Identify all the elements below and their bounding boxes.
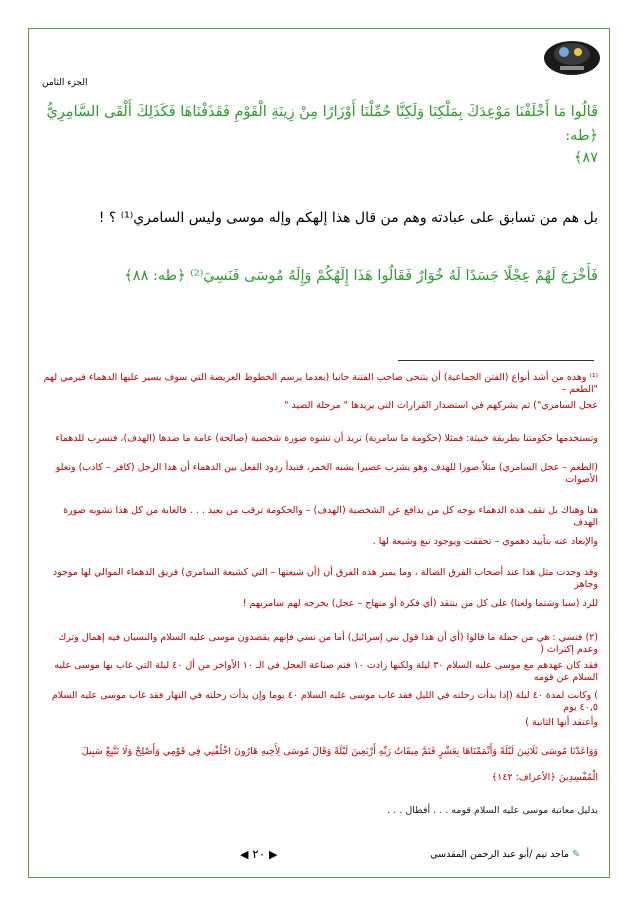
footnote-line: (٢) فنسي : هي من جملة ما قالوا (أي أن هذا قول بني إسرائيل) أما من نسي فإنهم يقصدون موسى عليه السلام والنسيان فيه إهمال وترك وعدم إكتراث ( xyxy=(58,632,598,655)
footnote-separator xyxy=(398,360,594,361)
question-line: بل هم من تسابق على عبادته وهم من قال هذا إلهكم وإله موسى وليس السامري⁽¹⁾ ؟ ! xyxy=(98,210,598,226)
verse-87-text: قَالُوا مَا أَخْلَفْنَا مَوْعِدَكَ بِمَلْكِنَا وَلَكِنَّا حُمِّلْنَا أَوْزَارًا مِنْ زِينَةِ الْقَوْمِ فَقَذَفْنَاهَا فَكَذَلِكَ أَلْقَى السَّامِرِيُّ ﴿طه: xyxy=(46,104,598,144)
part-label: الجزء الثامن xyxy=(42,78,88,88)
verse-88: فَأَخْرَجَ لَهُمْ عِجْلًا جَسَدًا لَهُ خُوَارٌ فَقَالُوا هَذَا إِلَهُكُمْ وَإِلَهُ مُوسَى فَنَسِيَ⁽²⁾ ﴿طه: ٨٨﴾ xyxy=(124,268,598,284)
footnote-line: ) وكانت لمدة ٤٠ ليلة (إذا بدأت رحلته في الليل فقد غاب موسى عليه السلام ٤٠ يوما وإن بدأت رحلته في النهار فقد غاب موسى عليه السلام ٤٠,٥ يوم xyxy=(51,690,598,713)
footnote-line: والإبعاد عنه بتأييد دهموي – تحققت ويوجود تبع وشيعة لها . xyxy=(372,536,598,547)
footnote-line: عجل السامري") ثم يشركهم في استصدار القرارات التي يريدها " مرحلة الصيد " xyxy=(284,400,598,411)
pen-icon: ✎ xyxy=(572,849,580,860)
arrow-left-icon: ◀ xyxy=(240,848,249,861)
author-name: ماجد تيم /أبو عبد الرحمن المقدسي xyxy=(430,849,569,860)
verse-87-ref: ٨٧﴾ xyxy=(573,150,598,166)
publisher-logo xyxy=(542,32,602,78)
arrow-right-icon: ▶ xyxy=(269,848,278,861)
footnote-line: هنا وهناك بل تقف هذه الدهماء بوجه كل من يدافع عن الشخصية (الهدف) – والحكومة ترقب من بعيد . . . فالغاية من كل هذا تشويه صورة الهدف xyxy=(63,505,598,528)
footnote-line: وأعتقد أنها الثانية ) xyxy=(525,717,598,728)
verse-87 xyxy=(42,100,598,148)
footnote-line: فقد كان عهدهم مع موسى عليه السلام ٣٠ ليلة ولكنها زادت ١٠ فتم صناعة العجل في الـ ١٠ الأواخر من أل ٤٠ ليلة التي غاب بها موسى عليه السلام عن قومه xyxy=(54,660,598,683)
footnote-line: (الطعم – عجل السامري) مثلاً صورا للهدف وهو يشرب عصيرا يشبه الخمر، فتبدأ ردود الفعل بين الدهماء أن هذا الرجل (كافر – كاذب) وتعلو الأصوات xyxy=(55,462,598,485)
footnote-line: ⁽¹⁾ وهذه من أشد أنواع (الفتن الجماعية) أن يتنحى صاحب الفتنة جانبا (بعدما يرسم الخطوط العريضة التي سوف يسير عليها الدهماء فيرمي لهم "الطعم – xyxy=(43,372,598,395)
footnote-verse-line: وَوَاعَدْنَا مُوسَى ثَلَاثِينَ لَيْلَةً وَأَتْمَمْنَاهَا بِعَشْرٍ فَتَمَّ مِيقَاتُ رَبِّهِ أَرْبَعِينَ لَيْلَةً وَقَالَ مُوسَى لِأَخِيهِ هَارُونَ اخْلُفْنِي فِي قَوْمِي وَأَصْلِحْ وَلَا تَتَّبِعْ سَبِيلَ xyxy=(81,746,598,757)
page-number xyxy=(240,847,277,861)
page-number-value: ٢٠ xyxy=(252,847,266,861)
footnote-line: وتستخدمها حكومتنا بطريقة خبيثة: فمثلا (حكومة ما سامرية) تريد أن تشوه صورة شخصية (صالحة) عامة ما ضدها (الهدف)، فتسرب للدهماء xyxy=(55,433,598,444)
footnote-line: وقد وجدت مثل هذا عند أصحاب الفرق الضالة ، وما يميز هذه الفرق أن (أن شيعتها – التي كشيعة السامري) فريق الدهماء الموالي لها موجود وجاهز xyxy=(52,567,598,590)
footnote-line: بدليل معاتبة موسى عليه السلام قومه . . . أفطال . . . xyxy=(387,805,598,816)
footnote-verse-line: الْمُفْسِدِينَ ﴿الأعراف: ١٤٢﴾ xyxy=(491,772,598,783)
footnote-line: للرد (سبا وشتما ولعنا) على كل من ينتقد (أي فكرة أو منهاج – عجل) يخرجه لهم سامريهم ! xyxy=(242,598,598,609)
author-credit xyxy=(430,849,580,860)
